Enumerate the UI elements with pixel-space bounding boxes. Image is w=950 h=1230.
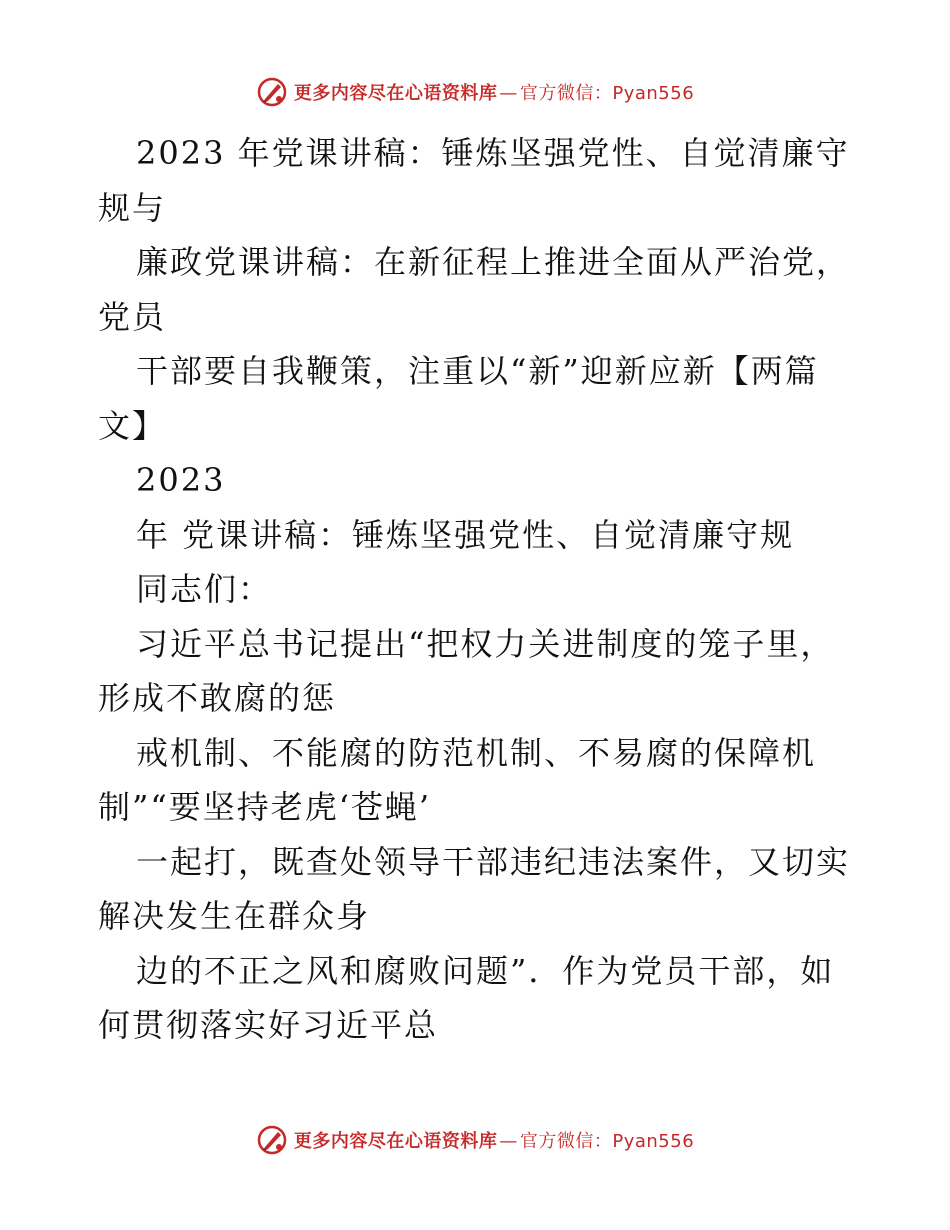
paragraph-line: 形成不敢腐的惩	[98, 679, 337, 717]
banner-dash: —	[499, 83, 518, 104]
paragraph-line: 年 党课讲稿：锤炼坚强党性、自觉清廉守规	[136, 515, 795, 554]
paragraph-line: 边的不正之风和腐败问题”．作为党员干部，如	[136, 951, 835, 990]
paragraph-line: 文】	[98, 406, 167, 445]
paragraph-line: 干部要自我鞭策，注重以“新”迎新应新【两篇	[136, 352, 819, 390]
banner-main-text: 更多内容尽在心语资料库	[293, 1131, 498, 1152]
paragraph-line: 戒机制、不能腐的防范机制、不易腐的保障机	[136, 733, 817, 772]
footer-watermark-banner	[0, 1120, 950, 1160]
quill-pen-logo-icon	[256, 1124, 288, 1156]
paragraph-line: 规与	[98, 188, 167, 227]
banner-main-text: 更多内容尽在心语资料库	[293, 83, 498, 104]
paragraph-line: 一起打，既查处领导干部违纪违法案件，又切实	[136, 842, 851, 881]
banner-suffix-text: 官方微信：Pyan556	[519, 1131, 695, 1152]
paragraph-line: 2023	[136, 461, 226, 499]
banner-suffix-text: 官方微信：Pyan556	[519, 83, 695, 104]
banner-dash: —	[499, 1131, 518, 1152]
paragraph-line: 何贯彻落实好习近平总	[98, 1006, 439, 1044]
banner-text	[294, 1127, 694, 1153]
banner-text	[294, 79, 694, 105]
paragraph-line: 党员	[98, 297, 167, 336]
paragraph-line: 廉政党课讲稿：在新征程上推进全面从严治党，	[136, 243, 851, 281]
paragraph-line: 制”“要坚持老虎‘苍蝇’	[98, 788, 432, 826]
paragraph-line: 2023 年党课讲稿：锤炼坚强党性、自觉清廉守	[136, 134, 850, 172]
document-body	[98, 126, 888, 1053]
paragraph-line: 习近平总书记提出“把权力关进制度的笼子里，	[136, 624, 835, 663]
quill-pen-logo-icon	[256, 76, 288, 108]
header-watermark-banner	[0, 72, 950, 112]
paragraph-line: 同志们：	[136, 570, 273, 608]
paragraph-line: 解决发生在群众身	[98, 897, 371, 935]
